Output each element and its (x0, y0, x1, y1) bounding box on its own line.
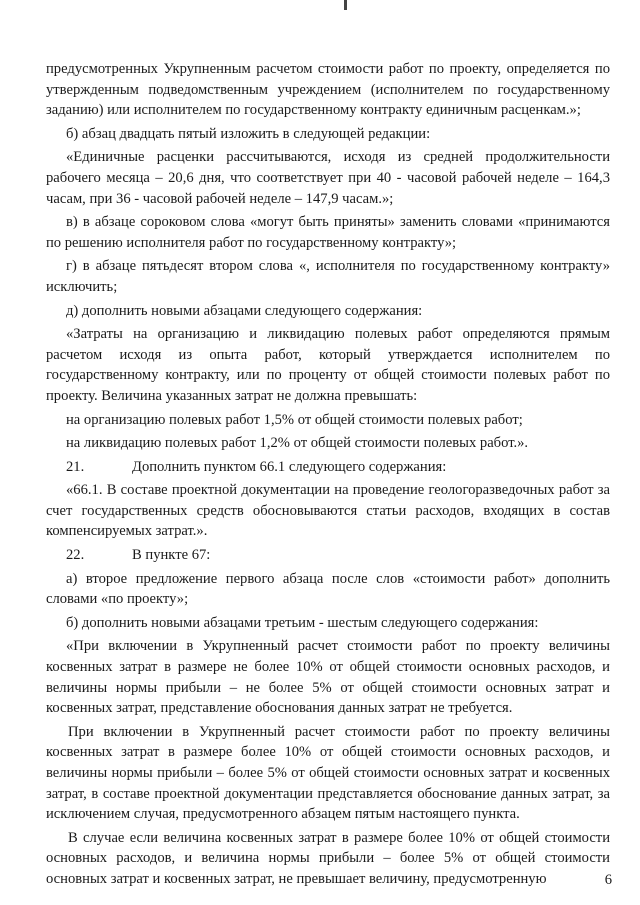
paragraph: «При включении в Укрупненный расчет стоимости работ по проекту величины косвенных затрат в размере не более 10% от общей стоимости основных расходов, и величины нормы прибыли – не более 5% от общей стоимости основных затрат и косвенных затрат, представление обоснования данных затрат не требуется. (46, 638, 610, 717)
paragraph: В случае если величина косвенных затрат в размере более 10% от общей стоимости основных расходов, и величина нормы прибыли – более 5% от общей стоимости основных затрат и косвенных затрат, не превышает величину, предусмотренную (46, 829, 610, 887)
item-text: В пункте 67: (132, 547, 211, 564)
paragraph: «Единичные расценки рассчитываются, исходя из средней продолжительности рабочего месяца – 20,6 дня, что соответствует при 40 - часовой рабочей неделе – 164,3 часам, при 36 - часовой рабочей неделе – 147,9 часам.»; (46, 149, 610, 207)
item-number: 22. (66, 547, 85, 564)
item-number: 21. (66, 458, 85, 475)
numbered-item (46, 545, 610, 566)
item-text: Дополнить пунктом 66.1 следующего содержания: (132, 458, 447, 475)
paragraph: При включении в Укрупненный расчет стоимости работ по проекту величины косвенных затрат в размере более 10% от общей стоимости основных расходов, и величины нормы прибыли – более 5% от общей стоимости основных затрат и косвенных затрат, в составе проектной документации представляется обоснование данных затрат, за исключением случая, предусмотренного абзацем пятым настоящего пункта. (46, 723, 610, 823)
document-body (46, 59, 610, 890)
paragraph: б) абзац двадцать пятый изложить в следующей редакции: (66, 125, 431, 142)
paragraph: б) дополнить новыми абзацами третьим - шестым следующего содержания: (66, 614, 539, 631)
page-number: 6 (604, 872, 612, 888)
paragraph: на организацию полевых работ 1,5% от общей стоимости полевых работ; (66, 411, 523, 428)
paragraph: д) дополнить новыми абзацами следующего содержания: (66, 302, 423, 319)
paragraph: «Затраты на организацию и ликвидацию полевых работ определяются прямым расчетом исходя из опыта работ, который утверждается исполнителем по государственному контракту, или по проценту от общей стоимости полевых работ по проекту. Величина указанных затрат не должна превышать: (46, 326, 610, 404)
scan-mark (344, 0, 347, 10)
paragraph: а) второе предложение первого абзаца после слов «стоимости работ» дополнить словами «по проекту»; (46, 570, 610, 608)
paragraph: предусмотренных Укрупненным расчетом стоимости работ по проекту, определяется по утвержденным подведомственным учреждением (исполнителем по государственному заданию) или исполнителем по государственному контракту единичным расценкам.»; (46, 61, 610, 119)
paragraph: на ликвидацию полевых работ 1,2% от общей стоимости полевых работ.». (66, 435, 529, 452)
numbered-item (46, 457, 610, 478)
paragraph: в) в абзаце сороковом слова «могут быть приняты» заменить словами «принимаются по решению исполнителя работ по государственному контракту»; (46, 214, 610, 251)
paragraph: «66.1. В составе проектной документации на проведение геологоразведочных работ за счет государственных средств обосновываются статьи расходов, входящих в состав компенсируемых затрат.». (46, 482, 610, 540)
paragraph: г) в абзаце пятьдесят втором слова «, исполнителя по государственному контракту» исключить; (46, 258, 610, 295)
